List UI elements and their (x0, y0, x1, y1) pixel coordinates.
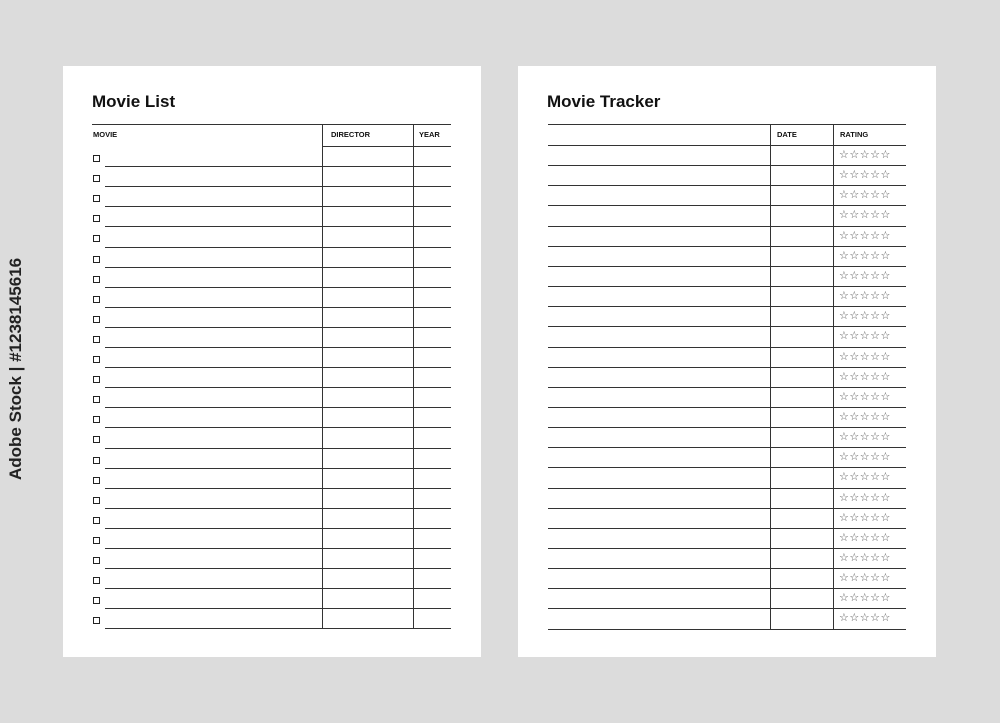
watermark-text: Adobe Stock | #1238145616 (6, 257, 25, 480)
row-line (105, 347, 451, 348)
column-header-movie: MOVIE (93, 130, 118, 139)
movie-list-page (63, 66, 481, 657)
row-line (105, 166, 451, 167)
movie-checkbox[interactable] (93, 316, 100, 323)
row-line (548, 286, 906, 287)
row-line (105, 327, 451, 328)
movie-checkbox[interactable] (93, 396, 100, 403)
row-line (548, 467, 906, 468)
movie-tracker-page (518, 66, 936, 657)
row-line (548, 185, 906, 186)
movie-checkbox[interactable] (93, 215, 100, 222)
stock-watermark (6, 258, 26, 480)
row-line (548, 629, 906, 630)
movie-checkbox[interactable] (93, 336, 100, 343)
row-line (105, 628, 451, 629)
row-line (548, 165, 906, 166)
rating-stars[interactable]: ☆☆☆☆☆ (839, 430, 891, 443)
rating-stars[interactable]: ☆☆☆☆☆ (839, 511, 891, 524)
column-divider (833, 124, 834, 629)
rating-stars[interactable]: ☆☆☆☆☆ (839, 551, 891, 564)
rating-stars[interactable]: ☆☆☆☆☆ (839, 591, 891, 604)
row-line (548, 266, 906, 267)
movie-checkbox[interactable] (93, 416, 100, 423)
column-header-director: DIRECTOR (331, 130, 371, 139)
movie-checkbox[interactable] (93, 557, 100, 564)
rating-stars[interactable]: ☆☆☆☆☆ (839, 229, 891, 242)
row-line (548, 427, 906, 428)
movie-checkbox[interactable] (93, 537, 100, 544)
row-line (105, 427, 451, 428)
header-top-line (548, 124, 906, 125)
rating-stars[interactable]: ☆☆☆☆☆ (839, 571, 891, 584)
rating-stars[interactable]: ☆☆☆☆☆ (839, 470, 891, 483)
movie-checkbox[interactable] (93, 517, 100, 524)
movie-checkbox[interactable] (93, 376, 100, 383)
column-divider (770, 124, 771, 629)
column-header-year: YEAR (419, 130, 440, 139)
rating-stars[interactable]: ☆☆☆☆☆ (839, 269, 891, 282)
rating-stars[interactable]: ☆☆☆☆☆ (839, 309, 891, 322)
row-line (105, 608, 451, 609)
row-line (548, 246, 906, 247)
rating-stars[interactable]: ☆☆☆☆☆ (839, 168, 891, 181)
row-line (105, 307, 451, 308)
row-line (105, 528, 451, 529)
row-line (105, 267, 451, 268)
row-line (548, 367, 906, 368)
row-line (548, 568, 906, 569)
rating-stars[interactable]: ☆☆☆☆☆ (839, 249, 891, 262)
row-line (548, 447, 906, 448)
movie-checkbox[interactable] (93, 155, 100, 162)
row-line (105, 508, 451, 509)
row-line (548, 306, 906, 307)
rating-stars[interactable]: ☆☆☆☆☆ (839, 148, 891, 161)
row-line (105, 488, 451, 489)
page-title: Movie List (92, 92, 176, 111)
movie-checkbox[interactable] (93, 175, 100, 182)
row-line (105, 287, 451, 288)
column-header-rating: RATING (840, 130, 869, 139)
movie-checkbox[interactable] (93, 296, 100, 303)
column-divider (413, 124, 414, 628)
rating-stars[interactable]: ☆☆☆☆☆ (839, 289, 891, 302)
row-line (105, 588, 451, 589)
row-line (105, 448, 451, 449)
rating-stars[interactable]: ☆☆☆☆☆ (839, 491, 891, 504)
row-line (105, 568, 451, 569)
row-line (105, 206, 451, 207)
rating-stars[interactable]: ☆☆☆☆☆ (839, 531, 891, 544)
row-line (105, 226, 451, 227)
row-line (548, 608, 906, 609)
movie-checkbox[interactable] (93, 457, 100, 464)
movie-checkbox[interactable] (93, 235, 100, 242)
rating-stars[interactable]: ☆☆☆☆☆ (839, 370, 891, 383)
row-line (105, 548, 451, 549)
rating-stars[interactable]: ☆☆☆☆☆ (839, 188, 891, 201)
movie-checkbox[interactable] (93, 256, 100, 263)
row-line (105, 247, 451, 248)
movie-checkbox[interactable] (93, 617, 100, 624)
header-bottom-line (322, 146, 451, 147)
row-line (105, 367, 451, 368)
column-header-date: DATE (777, 130, 797, 139)
movie-checkbox[interactable] (93, 597, 100, 604)
row-line (548, 548, 906, 549)
movie-checkbox[interactable] (93, 195, 100, 202)
row-line (548, 347, 906, 348)
column-divider (322, 124, 323, 628)
movie-checkbox[interactable] (93, 497, 100, 504)
rating-stars[interactable]: ☆☆☆☆☆ (839, 450, 891, 463)
row-line (548, 508, 906, 509)
row-line (548, 407, 906, 408)
row-line (105, 387, 451, 388)
row-line (548, 488, 906, 489)
movie-checkbox[interactable] (93, 436, 100, 443)
row-line (548, 226, 906, 227)
rating-stars[interactable]: ☆☆☆☆☆ (839, 611, 891, 624)
page-title: Movie Tracker (547, 92, 661, 111)
rating-stars[interactable]: ☆☆☆☆☆ (839, 390, 891, 403)
row-line (548, 205, 906, 206)
row-line (105, 468, 451, 469)
movie-checkbox[interactable] (93, 356, 100, 363)
movie-checkbox[interactable] (93, 577, 100, 584)
row-line (548, 528, 906, 529)
movie-checkbox[interactable] (93, 477, 100, 484)
rating-stars[interactable]: ☆☆☆☆☆ (839, 208, 891, 221)
rating-stars[interactable]: ☆☆☆☆☆ (839, 350, 891, 363)
row-line (105, 186, 451, 187)
movie-checkbox[interactable] (93, 276, 100, 283)
row-line (548, 387, 906, 388)
row-line (548, 326, 906, 327)
header-top-line (92, 124, 451, 125)
row-line (548, 145, 906, 146)
rating-stars[interactable]: ☆☆☆☆☆ (839, 329, 891, 342)
rating-stars[interactable]: ☆☆☆☆☆ (839, 410, 891, 423)
row-line (105, 407, 451, 408)
row-line (548, 588, 906, 589)
